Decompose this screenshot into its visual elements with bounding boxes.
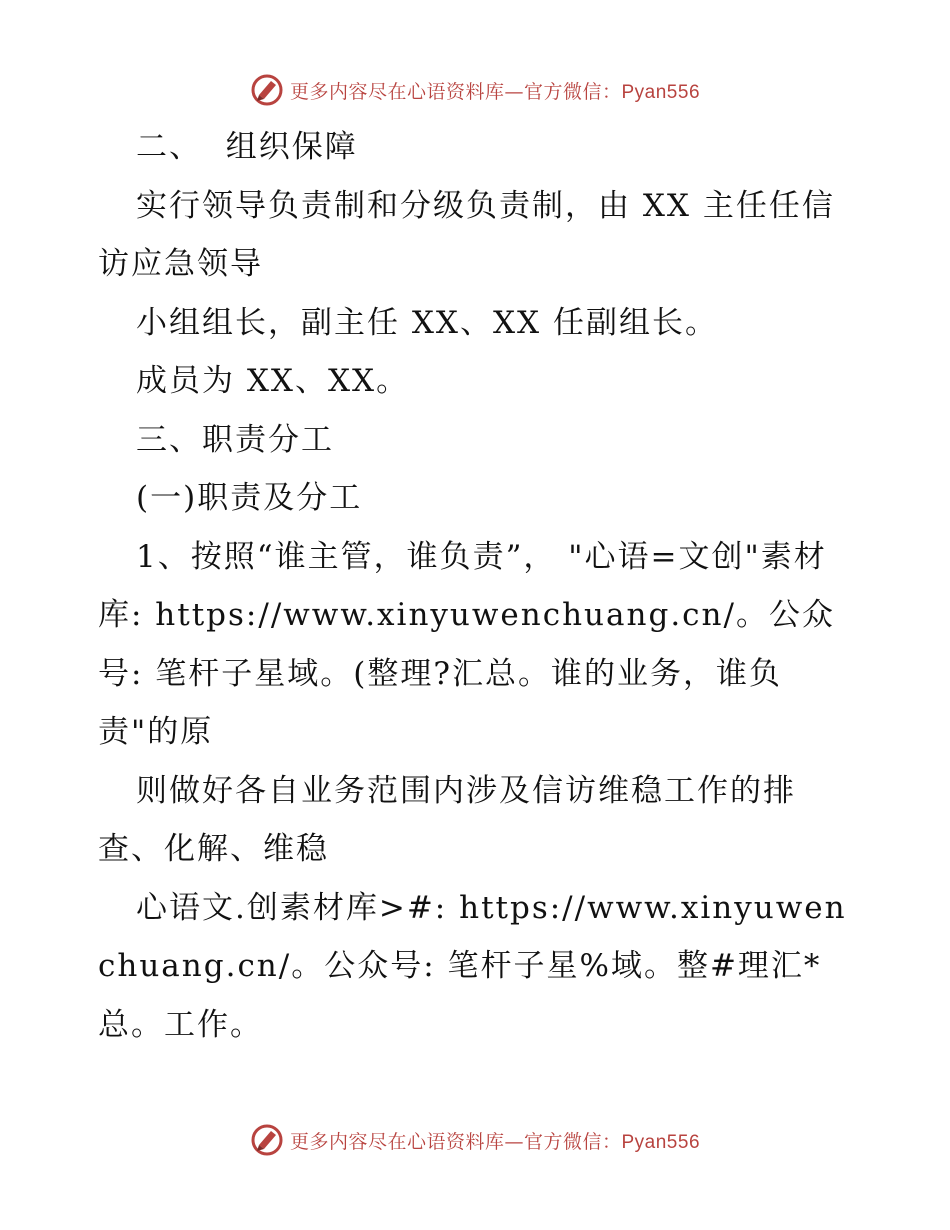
footer-banner xyxy=(0,1120,950,1160)
banner-text: 更多内容尽在心语资料库—官方微信：Pyan556 xyxy=(289,80,701,103)
banner-text: 更多内容尽在心语资料库—官方微信：Pyan556 xyxy=(289,1130,701,1153)
paragraph: 1、按照“谁主管，谁负责”， "心语=文创"素材库: https://www.xinyuwenchuang.cn/。公众号: 笔杆子星域。(整理?汇总。谁的业务，谁负责"的原 xyxy=(98,538,835,750)
subsection-heading: (一)职责及分工 xyxy=(136,480,363,516)
paragraph: 成员为 XX、XX。 xyxy=(136,363,410,399)
paragraph: 则做好各自业务范围内涉及信访维稳工作的排查、化解、维稳 xyxy=(98,772,796,867)
section-heading-3: 三、职责分工 xyxy=(136,421,334,458)
document-body xyxy=(98,118,858,1054)
header-banner xyxy=(0,70,950,110)
wechat-id: Pyan556 xyxy=(621,1131,701,1153)
paragraph: 实行领导负责制和分级负责制，由 XX 主任任信访应急领导 xyxy=(98,187,835,282)
wechat-id: Pyan556 xyxy=(621,81,701,103)
paragraph: 小组组长，副主任 XX、XX 任副组长。 xyxy=(136,304,718,341)
section-heading-2: 二、 组织保障 xyxy=(136,129,358,165)
logo-icon xyxy=(250,1123,284,1157)
logo-icon xyxy=(250,73,284,107)
paragraph: 心语文.创素材库>#: https://www.xinyuwenchuang.cn/。公众号: 笔杆子星%域。整#理汇*总。工作。 xyxy=(98,889,847,1043)
